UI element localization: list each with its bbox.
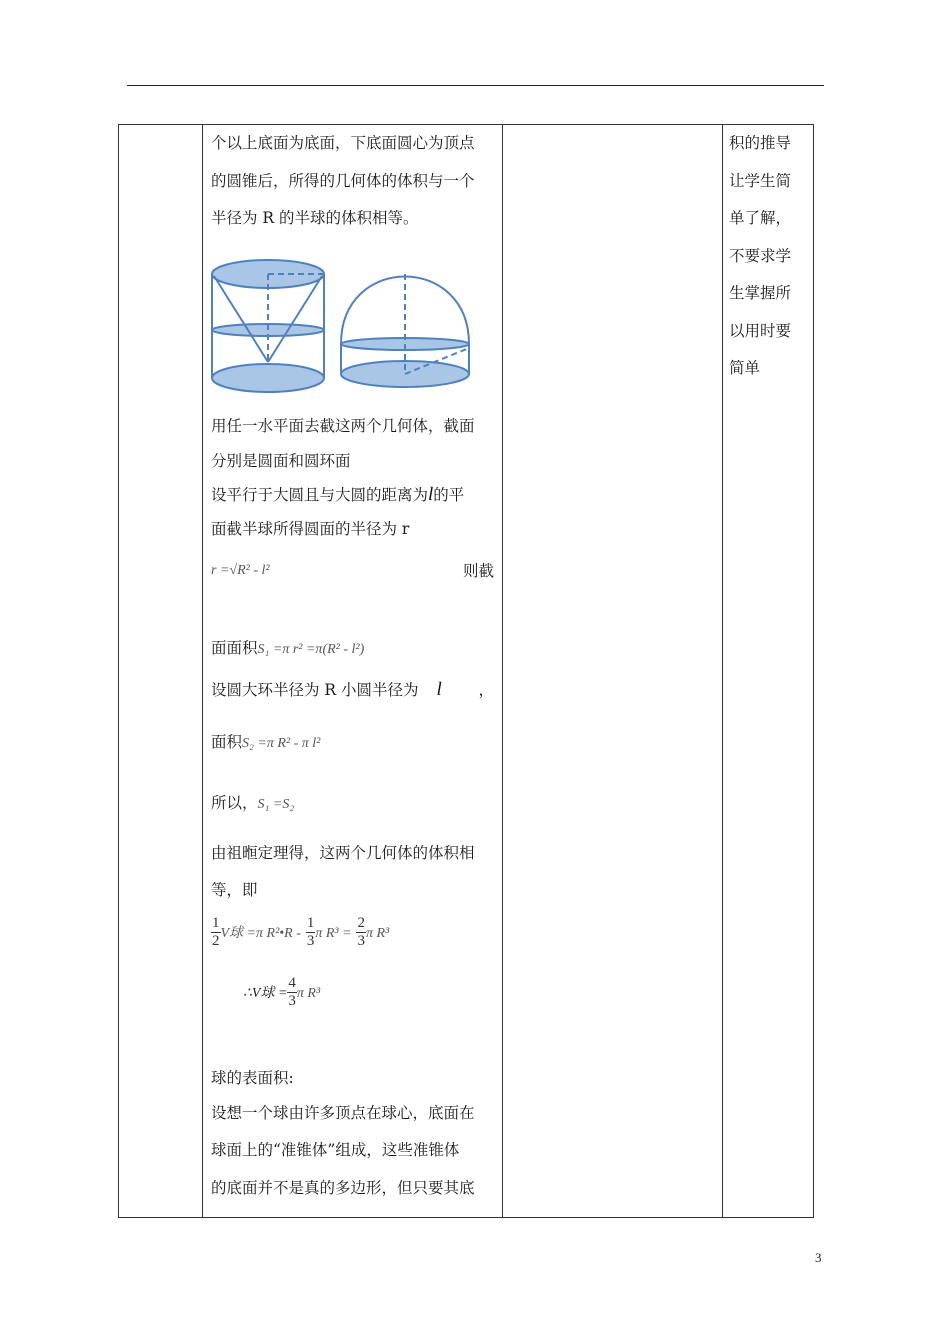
notes-line: 单了解， xyxy=(729,209,792,227)
main-content-cell xyxy=(203,125,503,1218)
ring-var-l: l xyxy=(436,679,442,700)
area2-row xyxy=(211,713,494,773)
para2-line: 用任一水平面去截这两个几何体，截面 xyxy=(211,416,475,435)
ring-text: 设圆大环半径为 R 小圆半径为 xyxy=(211,681,419,699)
notes-line: 不要求学 xyxy=(729,246,792,265)
var-l: l xyxy=(428,484,434,505)
surface-line: 的底面并不是真的多边形，但只要其底 xyxy=(211,1178,475,1197)
conclusion-line: 等，即 xyxy=(211,880,258,899)
cone-right-edge xyxy=(268,276,322,362)
notes-cell xyxy=(723,125,814,1218)
area2-label: 面积 xyxy=(211,733,243,751)
so-row xyxy=(211,773,494,835)
cylinder-top-ellipse xyxy=(212,364,324,392)
empty-left-cell xyxy=(119,125,203,1218)
notes-line: 以用时要 xyxy=(729,321,792,340)
para1-line: 半径为 R 的半球的体积相等。 xyxy=(211,209,419,227)
cylinder-hemisphere-figure xyxy=(211,244,487,404)
area1-row xyxy=(211,631,494,667)
notes-line: 让学生简 xyxy=(729,171,792,190)
formula-r: r =√R² - l² xyxy=(211,563,270,578)
lesson-table xyxy=(118,124,814,1218)
formula-r-row xyxy=(211,545,494,597)
area-label: 面面积 xyxy=(211,639,258,657)
para1-line: 的圆锥后，所得的几何体的体积与一个 xyxy=(211,171,475,190)
notes-line: 生掌握所 xyxy=(729,284,792,302)
conclusion-line: 由祖暅定理得，这两个几何体的体积相 xyxy=(211,844,475,862)
ring-comma: ， xyxy=(478,681,494,699)
notes-line: 积的推导 xyxy=(729,134,792,152)
para1-line: 个以上底面为底面，下底面圆心为顶点 xyxy=(211,134,475,152)
para3-text: 设平行于大圆且与大圆的距离为 xyxy=(211,486,429,504)
empty-activity-cell xyxy=(503,125,723,1218)
para2-line: 分别是圆面和圆环面 xyxy=(211,452,351,470)
header-rule xyxy=(127,85,824,86)
then-label: 则截 xyxy=(462,562,494,580)
surface-title: 球的表面积: xyxy=(211,1068,294,1087)
para3-text-end: 的平 xyxy=(433,486,465,504)
surface-line: 设想一个球由许多顶点在球心，底面在 xyxy=(211,1103,475,1122)
surface-line: 球面上的“准锥体”组成，这些准锥体 xyxy=(211,1141,460,1159)
para3-line2: 面截半球所得圆面的半径为 r xyxy=(211,520,410,538)
formula-sphere-volume: ∴V球 = $\frac{4}{3}$ π R³ xyxy=(243,975,321,1009)
ring-row xyxy=(211,667,494,713)
para3-line xyxy=(211,477,494,513)
formula-s1: S₁ =π r² =π(R² - l²) xyxy=(257,642,365,657)
notes-line: 简单 xyxy=(729,359,761,377)
formula-half-volume: $\frac{1}{2}$ V球 =π R²•R - $\frac{1}{3}$ π R³ = $\frac{2}{3}$ π R³ xyxy=(212,915,390,949)
formula-eq: S₁ =S₂ xyxy=(257,797,295,812)
formula-s2: S₂ =π R² - π l² xyxy=(242,736,321,751)
so-label: 所以， xyxy=(211,794,258,812)
page-number: 3 xyxy=(815,1250,822,1265)
cone-left-edge xyxy=(214,276,268,362)
